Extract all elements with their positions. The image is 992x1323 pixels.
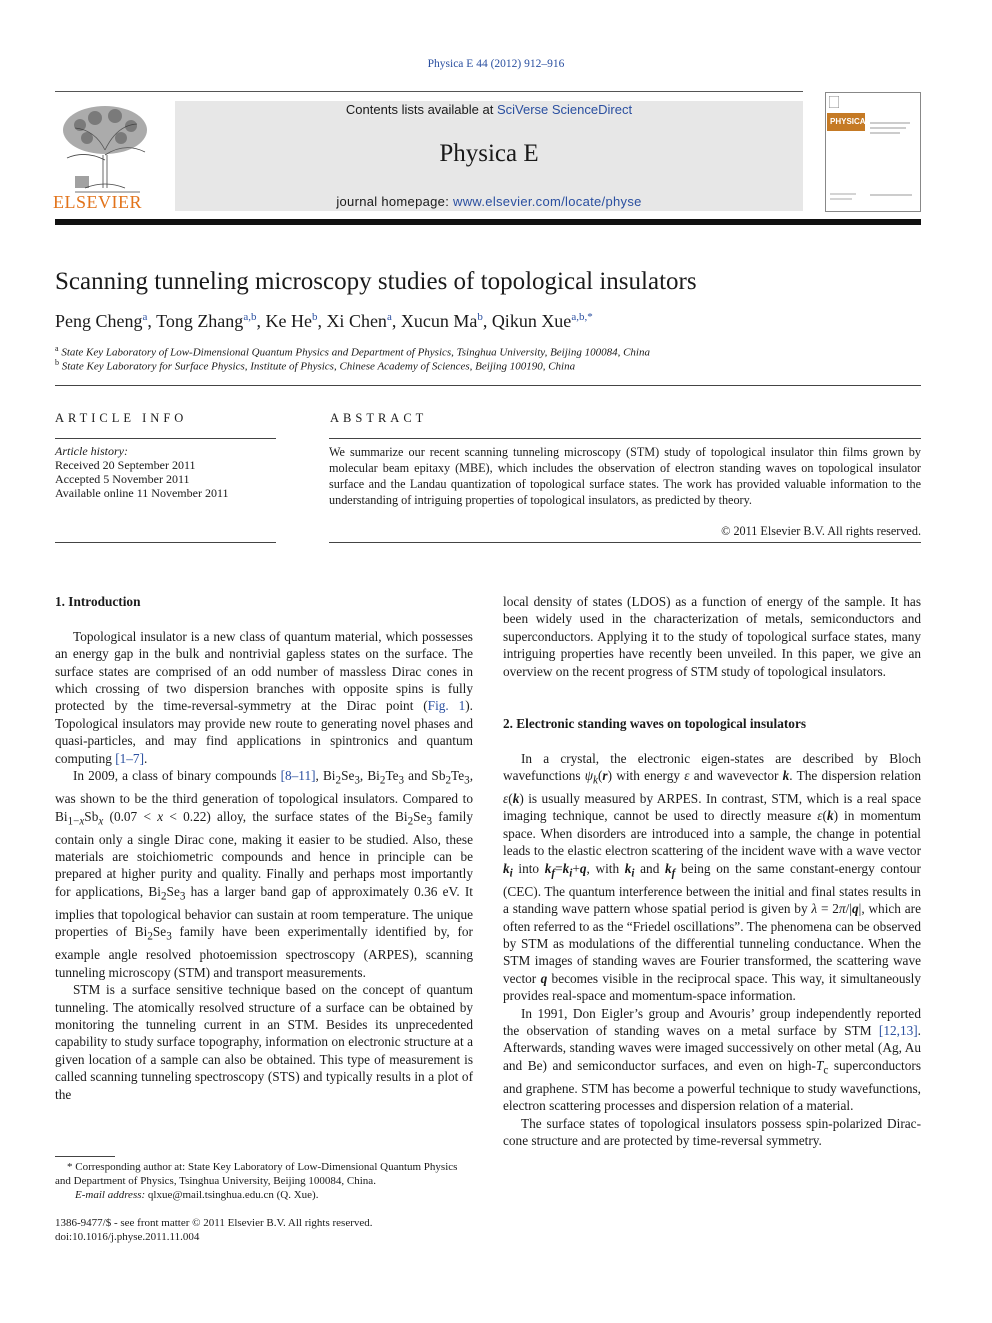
publisher-name: ELSEVIER: [53, 192, 142, 212]
doi-line[interactable]: doi:10.1016/j.physe.2011.11.004: [55, 1231, 200, 1243]
received-date: Received 20 September 2011: [55, 458, 196, 472]
journal-citation[interactable]: Physica E 44 (2012) 912–916: [427, 58, 565, 70]
divider: [55, 385, 921, 386]
paragraph: local density of states (LDOS) as a function of energy of the sample. It has been widely used in the characterization of metals, semiconductors and superconductors. Applying it to the study of topological surface states, many intriguing properties have recently been unveiled. In this paper, we give an overview on the recent progress of STM study of topological insulators.: [503, 594, 921, 679]
cover-emblem: [829, 96, 839, 108]
contents-line: [175, 102, 803, 117]
footnote-text: * Corresponding author at: State Key Laboratory of Low-Dimensional Quantum Physics and Department of Physics, Tsinghua University, Beijing 100084, China.: [55, 1161, 458, 1187]
paragraph: In a crystal, the electronic eigen-states are described by Bloch wavefunctions $\psi_k(r)$ with energy ε and wavevector k. The dispersion relation ε(k) is usually measured by ARPES. In contrast, STM, which is a real space imaging technique, cannot be used to directly measure ε(k) in momentum space. When disorders are introduced into a sample, the change in potential leads to the elastic electron scattering of the incident wave with a wave vector $k_i$ into $k_f=k_i+q$, with $k_i$ and $k_f$ being on the same constant-energy contour (CEC). The quantum interference between the initial and final states results in a standing wave pattern whose spatial period is given by λ = 2π/|q|, which are often referred to as the “Friedel oscillations”. The phenomena can be observed by STM as modulations of the differential tunneling conductance. When the STM images of standing waves are Fourier transformed, the scattering wave vector q becomes visible in the reciprocal space. This way, it simultaneously provides real-space and momentum-space information.: [503, 750, 921, 1004]
online-date: Available online 11 November 2011: [55, 486, 229, 500]
divider: [329, 542, 921, 543]
author[interactable]: Tong Zhang$^{a,b}$: [156, 311, 257, 331]
issn-doi-block: [55, 1216, 373, 1244]
paragraph: In 2009, a class of binary compounds [8–11], $Bi_2Se_3$, $Bi_2Te_3$ and $Sb_2Te_3$, was shown to be the third generation of topological insulators. Compared to $Bi_{1-x}Sb_x$ (0.07 < x < 0.22) alloy, the surface states of the $Bi_2Se_3$ family contain only a single Dirac cone, making it easier to be studied. Also, these materials are stoichiometric compounds and hence in principle can be prepared at higher purity and quality. Finally and perhaps most importantly for applications, $Bi_2Se_3$ has a larger band gap of approximately 0.36 eV. It implies that topological behavior can sustain at room temperature. The unique properties of $Bi_2Se_3$ family have been experimentally identified by, for example angle resolved photoemission spectroscopy (ARPES), scanning tunneling microscopy (STM) and transport measurements.: [55, 768, 474, 980]
cover-text-lines: [870, 119, 916, 199]
citation-link[interactable]: [12,13]: [878, 1023, 918, 1039]
accepted-date: Accepted 5 November 2011: [55, 472, 190, 486]
paragraph: In 1991, Don Eigler’s group and Avouris’ group independently reported the observation of standing waves on a metal surface by STM [12,13]. Afterwards, standing waves were imaged successively on other metal (Ag, Au and Be) and semiconductor surfaces, and even on high-$T_c$ superconductors and graphene. STM has become a powerful technique to study wavefunctions, electron scattering processes and dispersion relation of a material.: [503, 1005, 921, 1114]
contents-prefix: Contents lists available at: [345, 102, 497, 117]
divider: [55, 542, 276, 543]
journal-cover-thumbnail: [825, 92, 921, 212]
cover-title: PHYSICA E: [830, 117, 873, 126]
abstract-heading: ABSTRACT: [330, 411, 428, 425]
body-column-right: [503, 593, 921, 1150]
homepage-link[interactable]: www.elsevier.com/locate/physe: [453, 194, 642, 209]
cover-footer-lines: [830, 191, 860, 205]
paragraph: Topological insulator is a new class of quantum material, which possesses an energy gap in the bulk and nontrivial gapless states on the surface. The surface states are comprised of an odd number of massless Dirac cones in which crossing of two dispersion branches with opposite spins is fully protected by the time-reversal-symmetry at the Dirac point (Fig. 1). Topological insulators may provide new route to generating novel phases and quasi-particles, and may find applications in spintronics and quantum computing [1–7].: [55, 628, 473, 766]
citation-link[interactable]: [8–11]: [280, 768, 316, 784]
homepage-line: [175, 194, 803, 209]
footnote-rule: [55, 1156, 115, 1157]
paragraph: The surface states of topological insulators possess spin-polarized Dirac-cone structure and are protected by time-reversal symmetry.: [503, 1115, 921, 1149]
article-title: Scanning tunneling microscopy studies of topological insulators: [55, 268, 697, 295]
author[interactable]: Xucun Ma$^b$: [400, 311, 483, 331]
history-label: Article history:: [55, 444, 128, 458]
author[interactable]: Ke He$^b$: [265, 311, 318, 331]
article-history: [55, 444, 229, 500]
issn-line: 1386-9477/$ - see front matter © 2011 Elsevier B.V. All rights reserved.: [55, 1217, 373, 1229]
email-address[interactable]: qlxue@mail.tsinghua.edu.cn: [147, 1189, 274, 1201]
author-list: Peng Cheng$^a$, Tong Zhang$^{a,b}$, Ke He$^b$, Xi Chen$^a$, Xucun Ma$^b$, Qikun Xue$^{a,b,*}$: [55, 311, 593, 331]
figure-link[interactable]: Fig. 1: [427, 698, 466, 714]
email-line: E-mail address: qlxue@mail.tsinghua.edu.cn (Q. Xue).: [75, 1189, 319, 1201]
header-rule: [55, 91, 803, 92]
divider: [329, 438, 921, 439]
citation-link[interactable]: [1–7]: [115, 750, 145, 766]
body-column-left: [55, 593, 473, 1103]
paragraph: STM is a surface sensitive technique based on the concept of quantum tunneling. The atomically resolved structure of a surface can be obtained by monitoring the tunneling current in an STM. Besides its unprecedented capability to study surface topography, information on electronic structure at a given location of a sample can also be obtained. This type of measurement is called scanning tunneling spectroscopy (STS) and typically results in a plot of the: [55, 982, 473, 1102]
affiliation-b: $^b$ State Key Laboratory for Surface Physics, Institute of Physics, Chinese Academy of Sciences, Beijing 100190, China: [55, 358, 576, 373]
abstract-text: We summarize our recent scanning tunneling microscopy (STM) study of topological insulator thin films grown by molecular beam epitaxy (MBE), which includes the observation of electron standing waves on topological insulator surface and the Landau quantization of topological surface states. The work has provided valuable information to the understanding of intriguing properties of topological insulators, as predicted by theory.: [329, 445, 921, 507]
abstract-copyright: © 2011 Elsevier B.V. All rights reserved.: [721, 524, 921, 538]
homepage-prefix: journal homepage:: [336, 194, 454, 209]
author[interactable]: Xi Chen$^a$: [326, 311, 392, 331]
article-info-heading: ARTICLE INFO: [55, 411, 188, 425]
divider: [55, 438, 276, 439]
header-thick-rule: [55, 219, 921, 225]
author[interactable]: Qikun Xue$^{a,b,*}$: [491, 311, 593, 331]
corresponding-author-footnote: [55, 1160, 473, 1202]
author[interactable]: Peng Cheng$^a$: [55, 311, 148, 331]
section-heading-standing-waves: 2. Electronic standing waves on topological insulators: [503, 715, 807, 731]
section-heading-introduction: 1. Introduction: [55, 594, 141, 609]
affiliation-a: $^a$ State Key Laboratory of Low-Dimensional Quantum Physics and Department of Physics, Tsinghua University, Beijing 100084, China: [55, 344, 650, 359]
journal-name: Physica E: [439, 140, 539, 167]
sciencedirect-link[interactable]: SciVerse ScienceDirect: [496, 102, 633, 117]
